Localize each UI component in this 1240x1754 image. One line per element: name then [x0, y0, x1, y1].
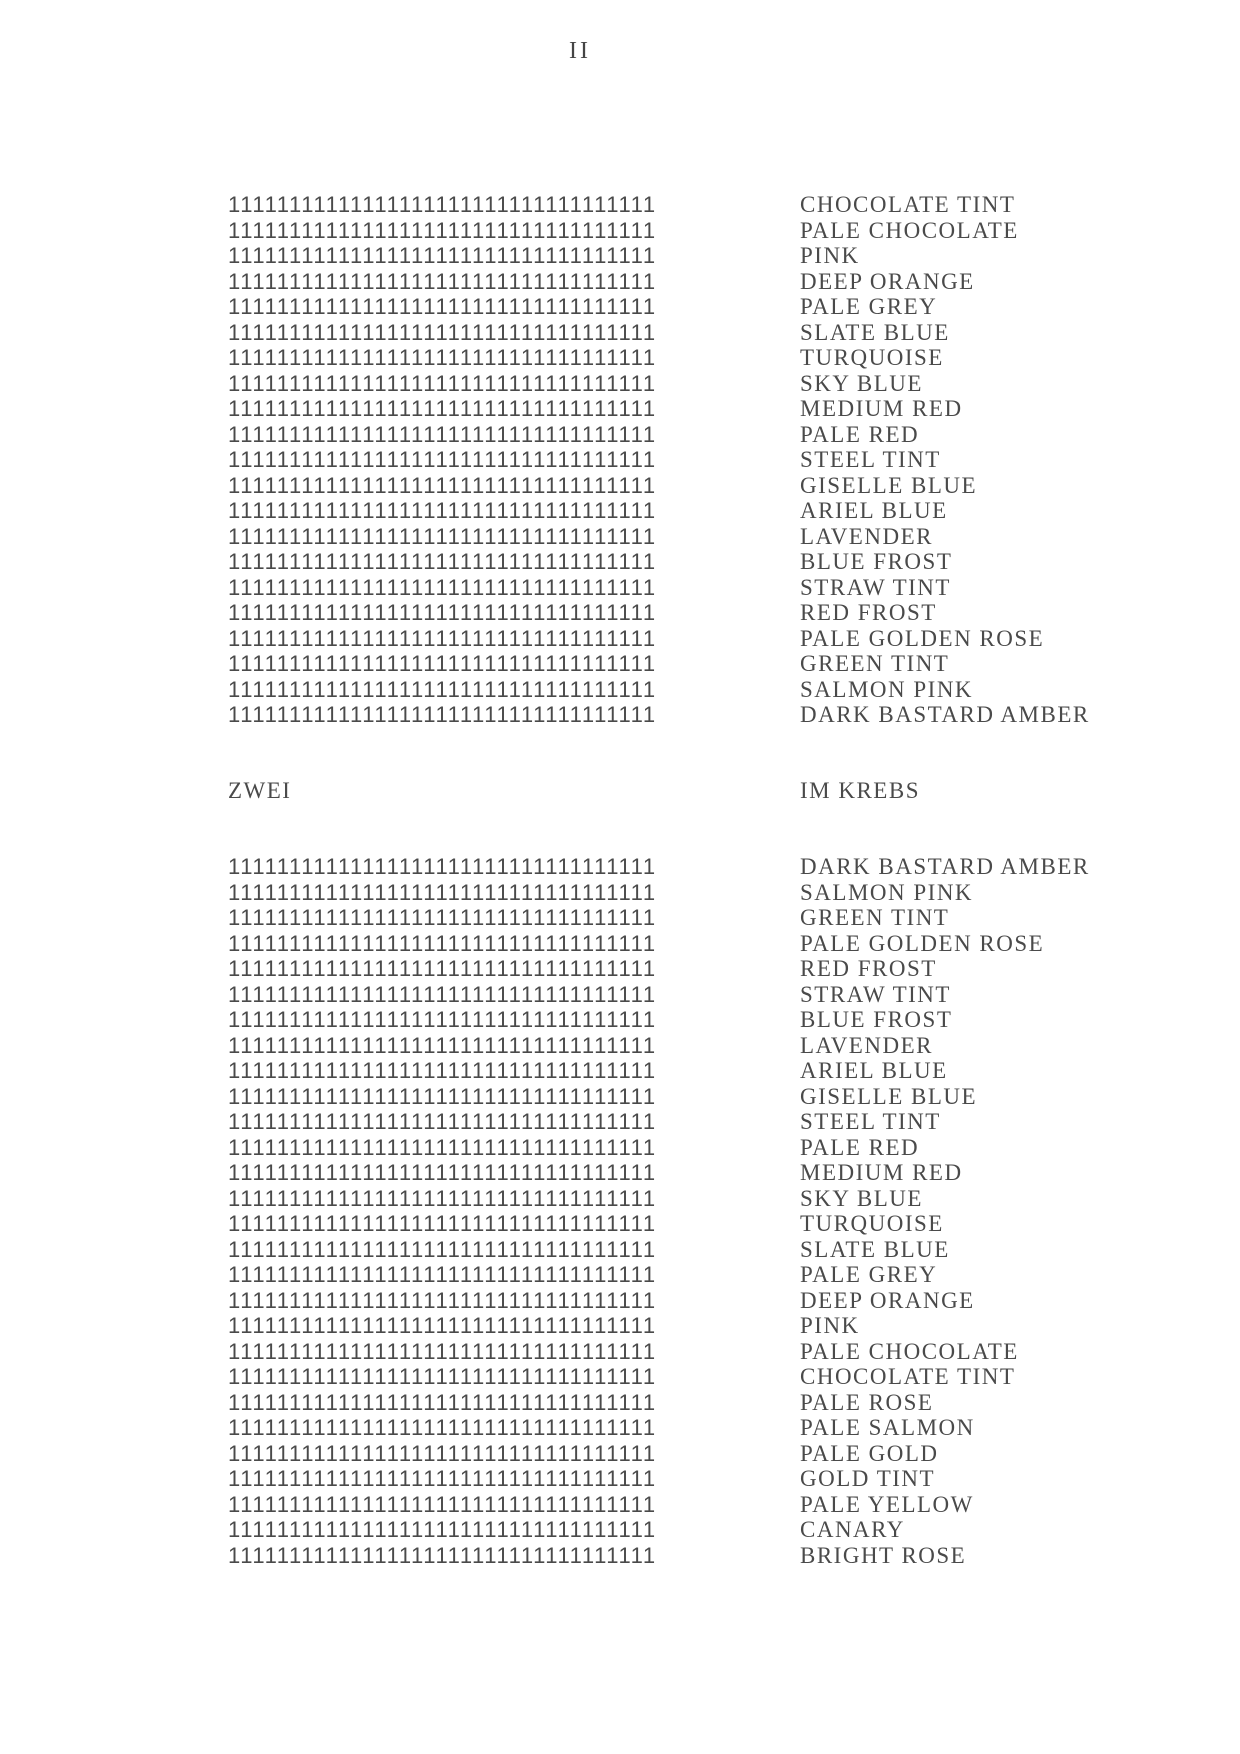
ones-run: 11111111111111111111111111111111111 — [228, 1083, 657, 1109]
ones-run: 11111111111111111111111111111111111 — [228, 1109, 657, 1134]
ones-run: 11111111111111111111111111111111111 — [228, 472, 657, 498]
list-row — [228, 702, 1090, 728]
ones-run: 11111111111111111111111111111111111 — [228, 319, 657, 345]
ones-run: 11111111111111111111111111111111111 — [228, 1466, 657, 1491]
colour-name: PALE GOLD — [800, 1440, 939, 1466]
colour-name: TURQUOISE — [800, 345, 944, 370]
colour-name: ARIEL BLUE — [800, 1058, 948, 1083]
second-colour-list — [228, 854, 1090, 1568]
ones-run: 11111111111111111111111111111111111 — [228, 345, 657, 370]
list-row — [228, 1058, 1090, 1084]
list-row — [228, 880, 1090, 906]
list-row — [228, 1084, 1090, 1110]
colour-name: GREEN TINT — [800, 651, 950, 676]
colour-name: GISELLE BLUE — [800, 472, 978, 498]
ones-run: 11111111111111111111111111111111111 — [228, 702, 657, 727]
list-row — [228, 931, 1090, 957]
list-row — [228, 396, 1090, 422]
list-row — [228, 320, 1090, 346]
ones-run: 11111111111111111111111111111111111 — [228, 243, 657, 268]
colour-name: ARIEL BLUE — [800, 498, 948, 523]
list-row — [228, 1262, 1090, 1288]
list-row — [228, 294, 1090, 320]
list-row — [228, 549, 1090, 575]
list-row — [228, 1313, 1090, 1339]
ones-run: 11111111111111111111111111111111111 — [228, 268, 657, 294]
list-row — [228, 1033, 1090, 1059]
colour-name: PALE CHOCOLATE — [800, 217, 1019, 243]
ones-run: 11111111111111111111111111111111111 — [228, 217, 657, 243]
list-row — [228, 677, 1090, 703]
ones-run: 11111111111111111111111111111111111 — [228, 396, 657, 421]
colour-name: CHOCOLATE TINT — [800, 192, 1016, 217]
list-row — [228, 1160, 1090, 1186]
colour-name: DARK BASTARD AMBER — [800, 854, 1090, 879]
list-row — [228, 1339, 1090, 1365]
colour-name: STRAW TINT — [800, 574, 951, 600]
first-colour-list — [228, 192, 1090, 728]
ones-run: 11111111111111111111111111111111111 — [228, 447, 657, 472]
colour-name: DEEP ORANGE — [800, 268, 975, 294]
list-row — [228, 1109, 1090, 1135]
ones-run: 11111111111111111111111111111111111 — [228, 1185, 657, 1211]
list-row — [228, 371, 1090, 397]
colour-name: SLATE BLUE — [800, 1236, 950, 1262]
colour-name: DARK BASTARD AMBER — [800, 702, 1090, 727]
list-row — [228, 192, 1090, 218]
ones-run: 11111111111111111111111111111111111 — [228, 370, 657, 396]
colour-name: GOLD TINT — [800, 1466, 936, 1491]
colour-name: PALE SALMON — [800, 1415, 975, 1440]
colour-name: GREEN TINT — [800, 905, 950, 930]
colour-name: PALE ROSE — [800, 1389, 934, 1415]
list-row — [228, 1007, 1090, 1033]
ones-run: 11111111111111111111111111111111111 — [228, 1211, 657, 1236]
colour-name: SLATE BLUE — [800, 319, 950, 345]
colour-name: PALE YELLOW — [800, 1491, 974, 1517]
list-row — [228, 473, 1090, 499]
ones-run: 11111111111111111111111111111111111 — [228, 294, 657, 319]
list-row — [228, 1186, 1090, 1212]
ones-run: 11111111111111111111111111111111111 — [228, 905, 657, 930]
ones-run: 11111111111111111111111111111111111 — [228, 1262, 657, 1287]
ones-run: 11111111111111111111111111111111111 — [228, 1236, 657, 1262]
list-row — [228, 1364, 1090, 1390]
colour-name: CANARY — [800, 1517, 905, 1542]
ones-run: 11111111111111111111111111111111111 — [228, 676, 657, 702]
colour-name: PINK — [800, 243, 860, 268]
ones-run: 11111111111111111111111111111111111 — [228, 421, 657, 447]
colour-name: SKY BLUE — [800, 1185, 923, 1211]
ones-run: 11111111111111111111111111111111111 — [228, 1517, 657, 1542]
list-row — [228, 982, 1090, 1008]
ones-run: 11111111111111111111111111111111111 — [228, 1058, 657, 1083]
colour-name: MEDIUM RED — [800, 396, 963, 421]
colour-name: BRIGHT ROSE — [800, 1542, 967, 1568]
colour-name: LAVENDER — [800, 1032, 933, 1058]
ones-run: 11111111111111111111111111111111111 — [228, 1338, 657, 1364]
section-heading-right: IM KREBS — [800, 778, 920, 803]
colour-name: PALE RED — [800, 1134, 920, 1160]
ones-run: 11111111111111111111111111111111111 — [228, 1491, 657, 1517]
list-row — [228, 1237, 1090, 1263]
colour-name: PALE RED — [800, 421, 920, 447]
list-row — [228, 854, 1090, 880]
list-row — [228, 1517, 1090, 1543]
list-row — [228, 956, 1090, 982]
colour-name: LAVENDER — [800, 523, 933, 549]
ones-run: 11111111111111111111111111111111111 — [228, 1389, 657, 1415]
ones-run: 11111111111111111111111111111111111 — [228, 1440, 657, 1466]
ones-run: 11111111111111111111111111111111111 — [228, 1007, 657, 1032]
ones-run: 11111111111111111111111111111111111 — [228, 930, 657, 956]
colour-name: STRAW TINT — [800, 981, 951, 1007]
list-row — [228, 1211, 1090, 1237]
list-row — [228, 905, 1090, 931]
colour-name: PALE CHOCOLATE — [800, 1338, 1019, 1364]
list-row — [228, 1441, 1090, 1467]
colour-name: PINK — [800, 1313, 860, 1338]
ones-run: 11111111111111111111111111111111111 — [228, 523, 657, 549]
colour-name: TURQUOISE — [800, 1211, 944, 1236]
colour-name: STEEL TINT — [800, 447, 941, 472]
ones-run: 11111111111111111111111111111111111 — [228, 192, 657, 217]
colour-name: SALMON PINK — [800, 676, 974, 702]
ones-run: 11111111111111111111111111111111111 — [228, 879, 657, 905]
ones-run: 11111111111111111111111111111111111 — [228, 981, 657, 1007]
colour-name: SKY BLUE — [800, 370, 923, 396]
list-row — [228, 626, 1090, 652]
ones-run: 11111111111111111111111111111111111 — [228, 625, 657, 651]
ones-run: 11111111111111111111111111111111111 — [228, 1313, 657, 1338]
ones-run: 11111111111111111111111111111111111 — [228, 549, 657, 574]
colour-name: PALE GOLDEN ROSE — [800, 625, 1045, 651]
list-row — [228, 575, 1090, 601]
ones-run: 11111111111111111111111111111111111 — [228, 651, 657, 676]
page-number: II — [569, 38, 591, 64]
ones-run: 11111111111111111111111111111111111 — [228, 1160, 657, 1185]
colour-name: MEDIUM RED — [800, 1160, 963, 1185]
colour-name: BLUE FROST — [800, 549, 953, 574]
colour-name: STEEL TINT — [800, 1109, 941, 1134]
colour-name: PALE GREY — [800, 294, 938, 319]
list-row — [228, 1415, 1090, 1441]
ones-run: 11111111111111111111111111111111111 — [228, 1364, 657, 1389]
list-row — [228, 243, 1090, 269]
colour-name: RED FROST — [800, 956, 937, 981]
section-heading-left: ZWEI — [228, 778, 292, 803]
ones-run: 11111111111111111111111111111111111 — [228, 600, 657, 625]
colour-name: PALE GREY — [800, 1262, 938, 1287]
colour-name: PALE GOLDEN ROSE — [800, 930, 1045, 956]
ones-run: 11111111111111111111111111111111111 — [228, 854, 657, 879]
list-row — [228, 447, 1090, 473]
list-row — [228, 1288, 1090, 1314]
ones-run: 11111111111111111111111111111111111 — [228, 956, 657, 981]
list-row — [228, 1466, 1090, 1492]
list-row — [228, 1135, 1090, 1161]
ones-run: 11111111111111111111111111111111111 — [228, 1542, 657, 1568]
list-row — [228, 1492, 1090, 1518]
ones-run: 11111111111111111111111111111111111 — [228, 498, 657, 523]
colour-name: DEEP ORANGE — [800, 1287, 975, 1313]
list-row — [228, 1390, 1090, 1416]
list-row — [228, 498, 1090, 524]
list-row — [228, 218, 1090, 244]
ones-run: 11111111111111111111111111111111111 — [228, 1134, 657, 1160]
colour-name: BLUE FROST — [800, 1007, 953, 1032]
ones-run: 11111111111111111111111111111111111 — [228, 574, 657, 600]
list-row — [228, 422, 1090, 448]
list-row — [228, 524, 1090, 550]
list-row — [228, 651, 1090, 677]
list-row — [228, 345, 1090, 371]
ones-run: 11111111111111111111111111111111111 — [228, 1032, 657, 1058]
colour-name: CHOCOLATE TINT — [800, 1364, 1016, 1389]
ones-run: 11111111111111111111111111111111111 — [228, 1415, 657, 1440]
list-row — [228, 1543, 1090, 1569]
list-row — [228, 600, 1090, 626]
ones-run: 11111111111111111111111111111111111 — [228, 1287, 657, 1313]
colour-name: SALMON PINK — [800, 879, 974, 905]
colour-name: GISELLE BLUE — [800, 1083, 978, 1109]
colour-name: RED FROST — [800, 600, 937, 625]
list-row — [228, 269, 1090, 295]
